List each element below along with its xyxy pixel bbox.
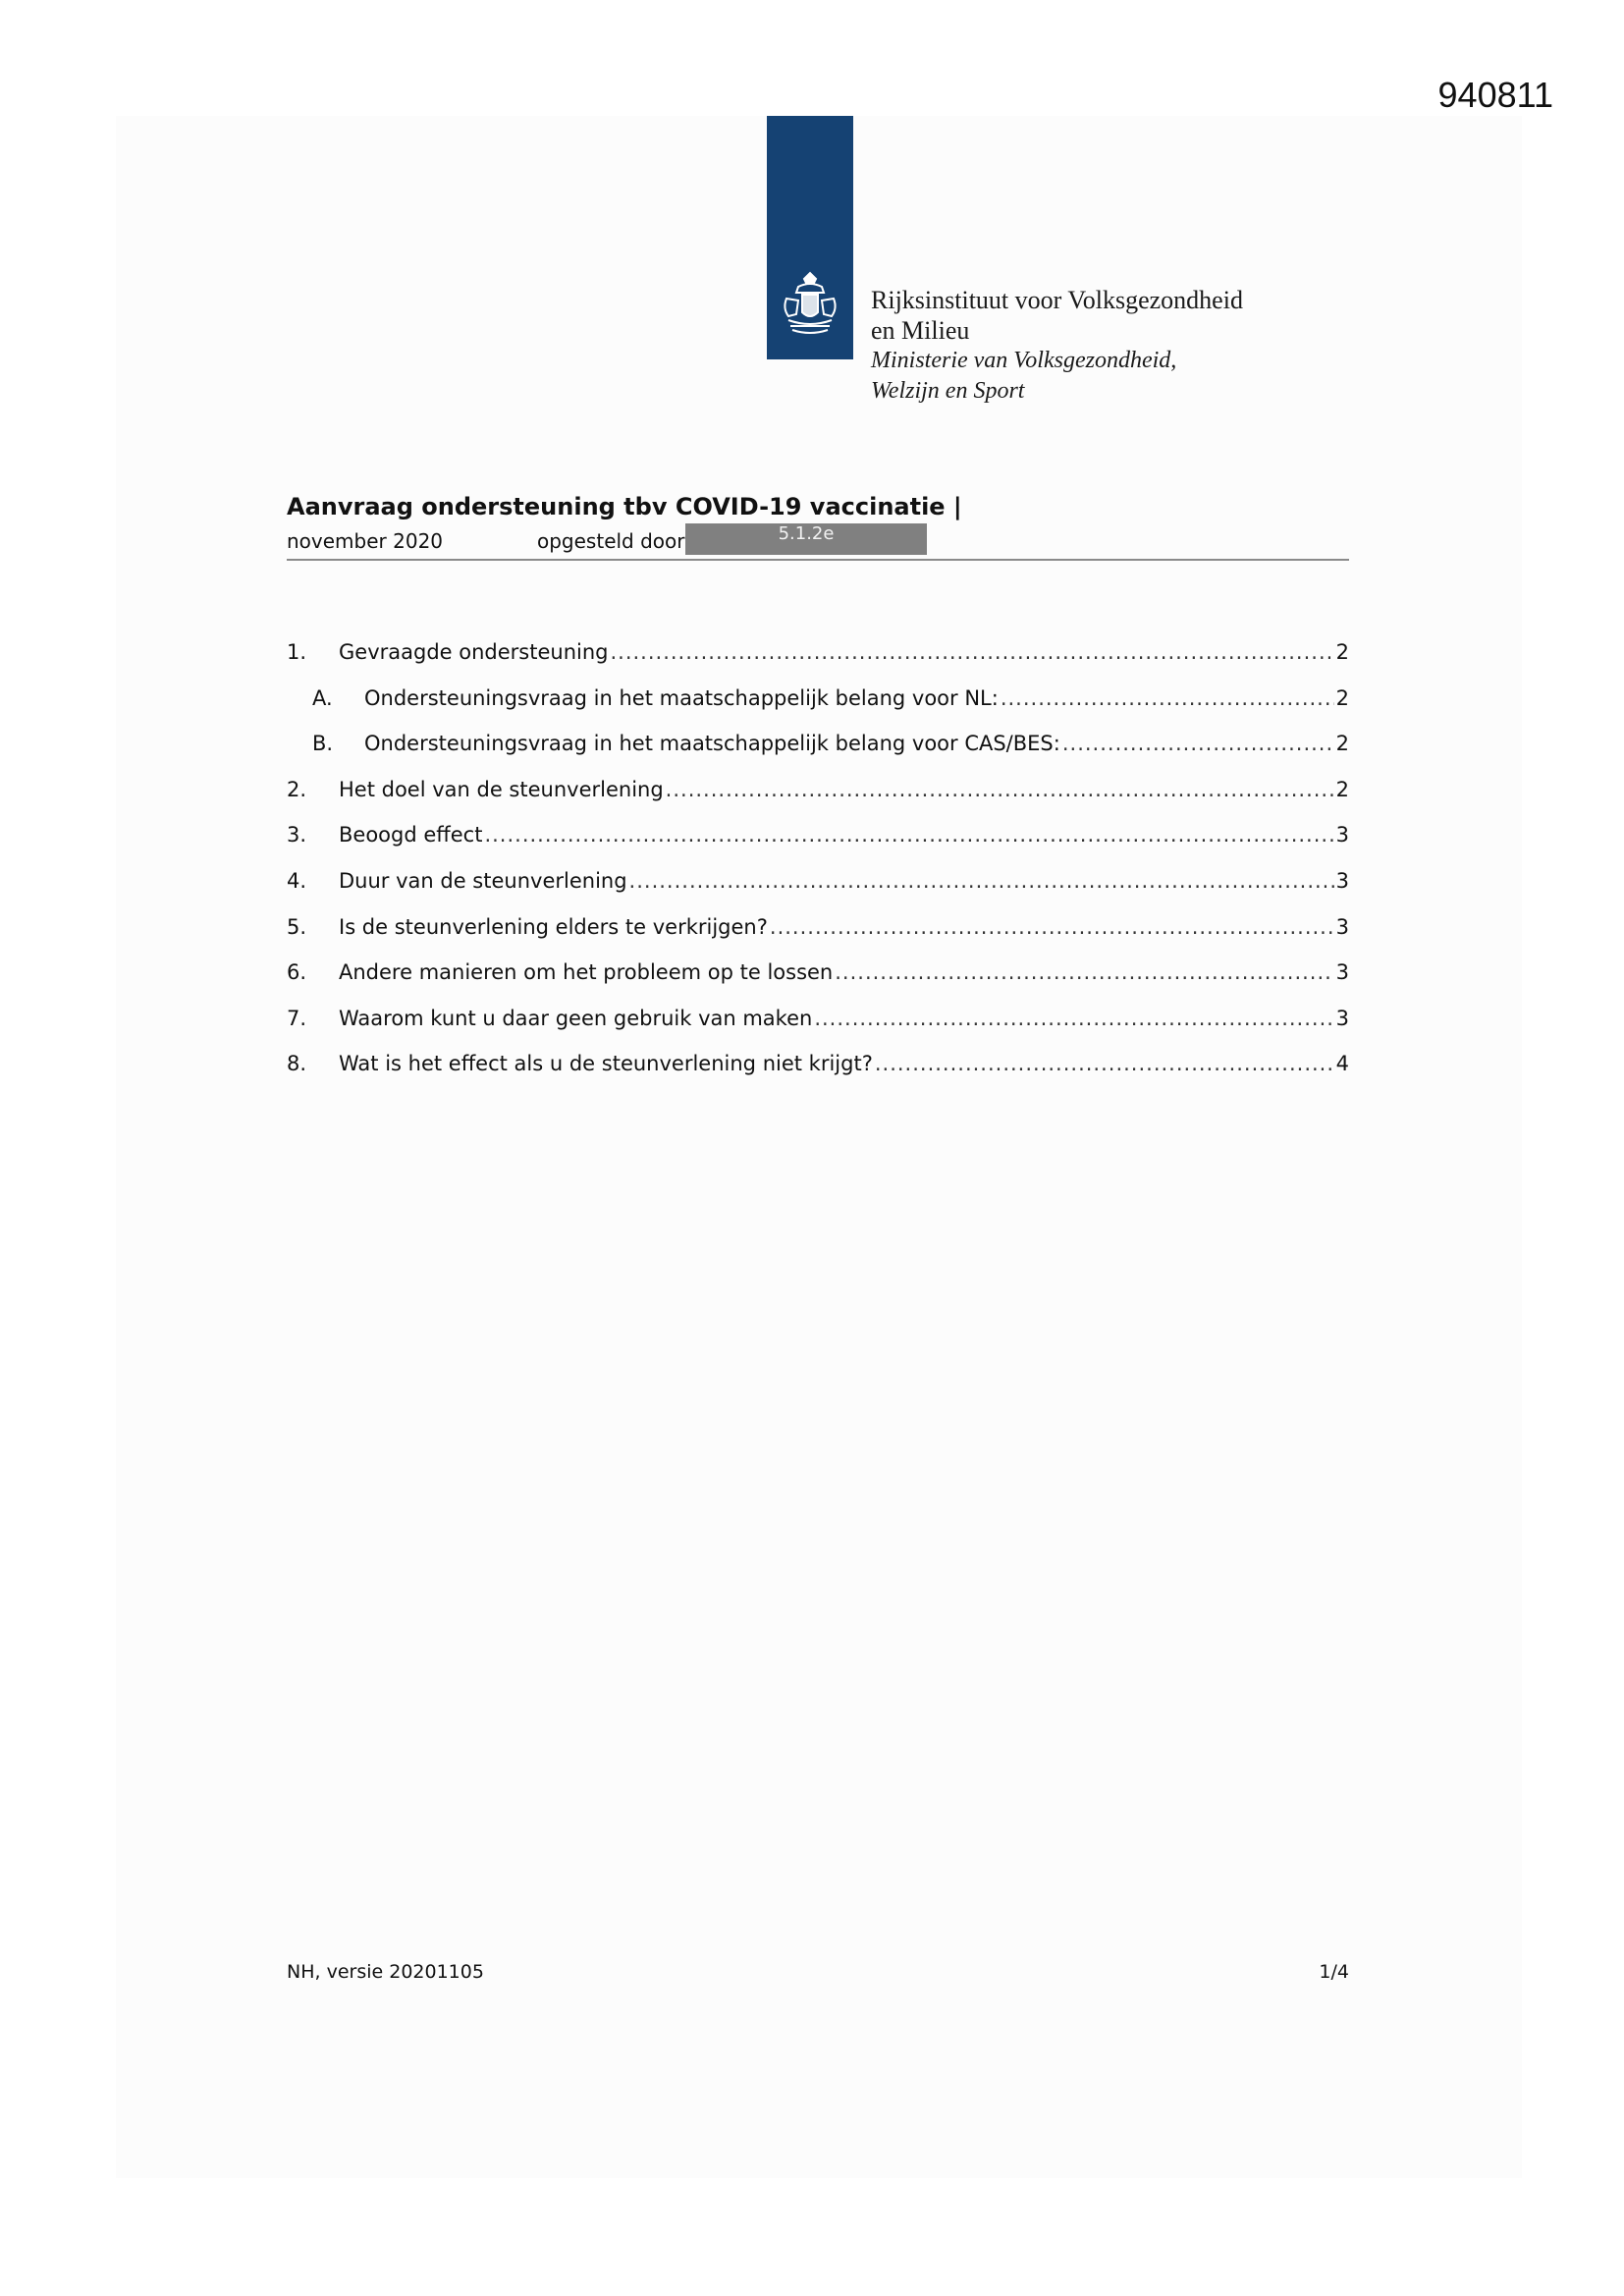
document-meta (287, 523, 1349, 556)
toc-page: 3 (1335, 823, 1349, 847)
toc-label: Ondersteuningsvraag in het maatschappelijk belang voor NL: (364, 685, 999, 710)
toc-entry[interactable] (287, 684, 1349, 731)
toc-number: 6. (287, 960, 307, 985)
royal-coat-of-arms-icon (779, 271, 841, 340)
toc-label: Het doel van de steunverlening (339, 777, 664, 801)
logo-bar (767, 116, 853, 359)
toc-label: Ondersteuningsvraag in het maatschappelijk belang voor CAS/BES: (364, 732, 1060, 756)
ministry-name-line1: Ministerie van Volksgezondheid, (871, 348, 1177, 373)
toc-label: Is de steunverlening elders te verkrijgen? (339, 914, 768, 939)
org-name-line1: Rijksinstituut voor Volksgezondheid (871, 286, 1243, 314)
toc-number: A. (312, 685, 333, 710)
toc-entry[interactable] (287, 958, 1349, 1005)
toc-entry[interactable] (287, 776, 1349, 822)
toc-label: Duur van de steunverlening (339, 868, 627, 893)
toc-entry[interactable] (287, 1050, 1349, 1096)
toc-page: 4 (1335, 1052, 1349, 1076)
toc-number: B. (312, 732, 334, 756)
toc-entry[interactable] (287, 821, 1349, 867)
document-page (116, 116, 1522, 2178)
toc-entry[interactable] (287, 867, 1349, 913)
footer-version: NH, versie 20201105 (287, 1961, 484, 1983)
document-title: Aanvraag ondersteuning tbv COVID-19 vaccinatie | (287, 493, 962, 520)
toc-entry[interactable] (287, 1005, 1349, 1051)
toc-leader (770, 915, 1334, 939)
toc-number: 5. (287, 914, 307, 939)
document-date: november 2020 (287, 529, 444, 553)
organization-name (871, 285, 1243, 407)
toc-leader (629, 869, 1334, 893)
toc-label: Beoogd effect (339, 823, 483, 847)
toc-entry[interactable] (287, 913, 1349, 959)
ministry-name-line2: Welzijn en Sport (871, 378, 1025, 404)
toc-page: 3 (1335, 1006, 1349, 1030)
toc-number: 1. (287, 640, 307, 664)
toc-label: Gevraagde ondersteuning (339, 640, 609, 664)
toc-number: 2. (287, 777, 307, 801)
toc-leader (835, 960, 1333, 984)
toc-leader (666, 778, 1334, 801)
org-name-line2: en Milieu (871, 316, 970, 345)
toc-leader (875, 1052, 1334, 1075)
document-number: 940811 (1437, 75, 1553, 115)
toc-leader (814, 1007, 1333, 1030)
toc-label: Waarom kunt u daar geen gebruik van maken (339, 1006, 813, 1030)
toc-leader (610, 640, 1333, 664)
toc-label: Andere manieren om het probleem op te lossen (339, 960, 834, 985)
toc-leader (1001, 686, 1334, 710)
toc-page: 2 (1335, 777, 1349, 801)
redaction-box: 5.1.2e (685, 523, 927, 555)
author-label: opgesteld door (537, 529, 685, 553)
toc-number: 3. (287, 823, 307, 847)
toc-page: 3 (1335, 960, 1349, 985)
table-of-contents (287, 638, 1349, 1096)
toc-leader (484, 823, 1333, 847)
toc-entry[interactable] (287, 638, 1349, 684)
toc-page: 2 (1335, 640, 1349, 664)
toc-label: Wat is het effect als u de steunverlening niet krijgt? (339, 1052, 873, 1076)
toc-entry[interactable] (287, 730, 1349, 776)
toc-page: 3 (1335, 914, 1349, 939)
toc-number: 8. (287, 1052, 307, 1076)
toc-leader (1062, 732, 1334, 755)
toc-number: 4. (287, 868, 307, 893)
footer-page-indicator: 1/4 (1319, 1961, 1349, 1983)
toc-page: 3 (1335, 868, 1349, 893)
toc-page: 2 (1335, 732, 1349, 756)
toc-number: 7. (287, 1006, 307, 1030)
toc-page: 2 (1335, 685, 1349, 710)
header-divider (287, 559, 1349, 561)
